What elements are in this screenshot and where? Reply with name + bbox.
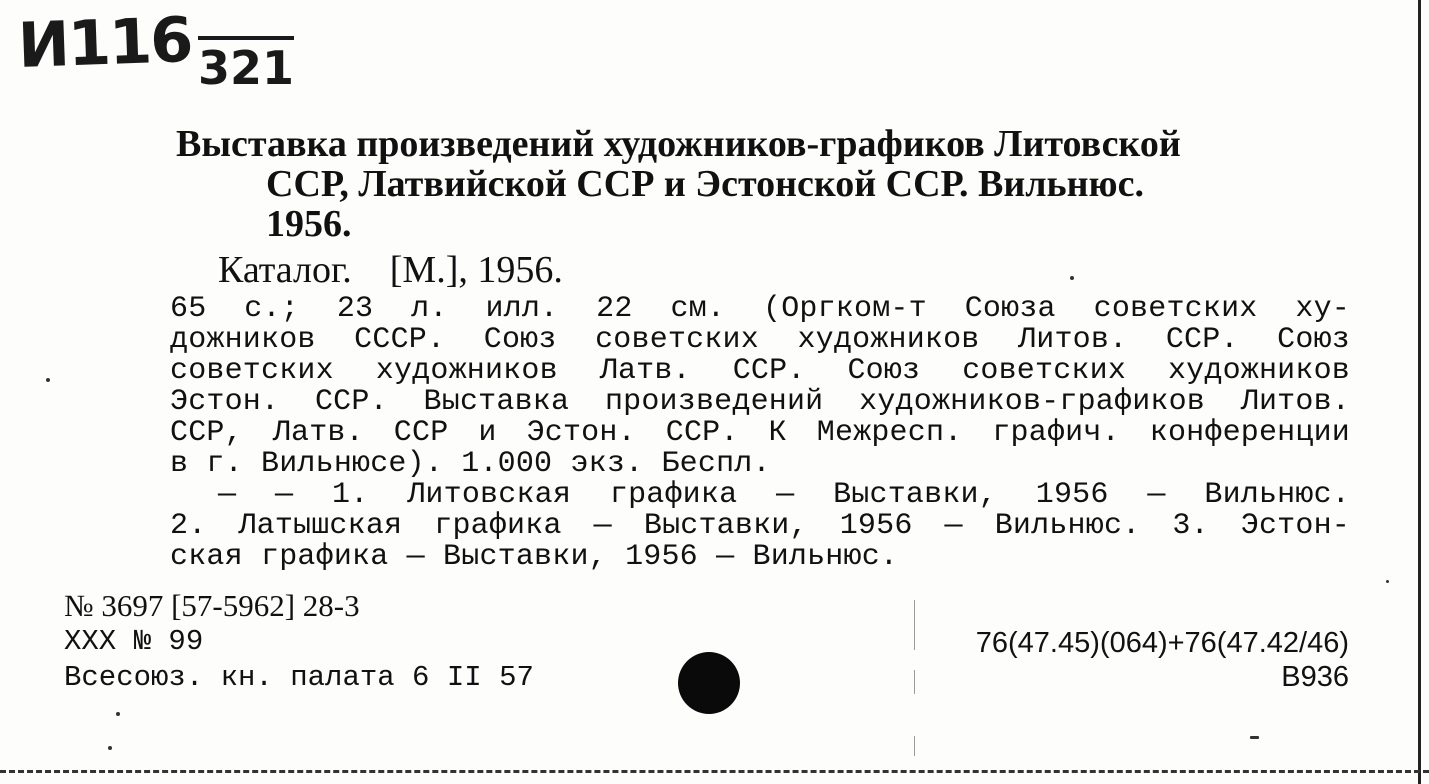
title-line-1: Выставка произведений художников-графиков Литовской	[176, 123, 1181, 165]
imprint-line: Каталог. [М.], 1956.	[218, 249, 563, 291]
ink-speck	[1386, 580, 1389, 583]
faint-line	[914, 670, 915, 694]
ink-speck	[116, 712, 120, 716]
record-info	[64, 588, 534, 696]
subject-line: ская графика — Выставки, 1956 — Вильнюс.	[170, 540, 899, 574]
punch-hole	[678, 652, 740, 714]
record-number: № 3697 [57-5962] 28-3	[64, 588, 360, 623]
description-block	[170, 294, 1350, 573]
title-line-2: ССР, Латвийской ССР и Эстонской ССР. Вильнюс.	[266, 163, 1144, 205]
record-series: XXX № 99	[64, 625, 204, 658]
udc-index: 76(47.45)(064)+76(47.42/46)	[975, 627, 1349, 659]
class-code: В936	[1281, 661, 1349, 693]
card-right-edge	[1418, 0, 1421, 784]
faint-line	[914, 600, 915, 650]
description-line: дожников СССР. Союз советских художников Литов. ССР. Союз	[170, 323, 1350, 357]
subject-line: 2. Латышская графика — Выставки, 1956 — Вильнюс. 3. Эстон-	[170, 509, 1350, 543]
handwritten-call-number: И116	[16, 2, 193, 83]
description-line: в г. Вильнюсе). 1.000 экз. Беспл.	[170, 447, 771, 481]
description-line: 65 с.; 23 л. илл. 22 см. (Оргком-т Союза советских ху-	[170, 292, 1350, 326]
entry-title	[176, 124, 1348, 244]
description-line: Эстон. ССР. Выставка произведений художников-графиков Литов.	[170, 385, 1350, 419]
handwritten-call-number-sub: 321	[198, 36, 294, 94]
classification-block	[976, 626, 1349, 694]
ink-speck	[1070, 276, 1074, 280]
ink-speck	[108, 746, 112, 750]
title-line-3: 1956.	[266, 203, 352, 245]
faint-line	[914, 736, 915, 756]
ink-speck	[1250, 736, 1259, 739]
book-chamber-line: Всесоюз. кн. палата 6 II 57	[64, 661, 534, 694]
description-line: советских художников Латв. ССР. Союз советских художников	[170, 354, 1350, 388]
subject-line: — — 1. Литовская графика — Выставки, 1956 — Вильнюс.	[218, 478, 1350, 512]
card-bottom-edge	[0, 770, 1429, 773]
ink-speck	[46, 378, 50, 382]
description-line: ССР, Латв. ССР и Эстон. ССР. К Межресп. графич. конференции	[170, 416, 1350, 450]
